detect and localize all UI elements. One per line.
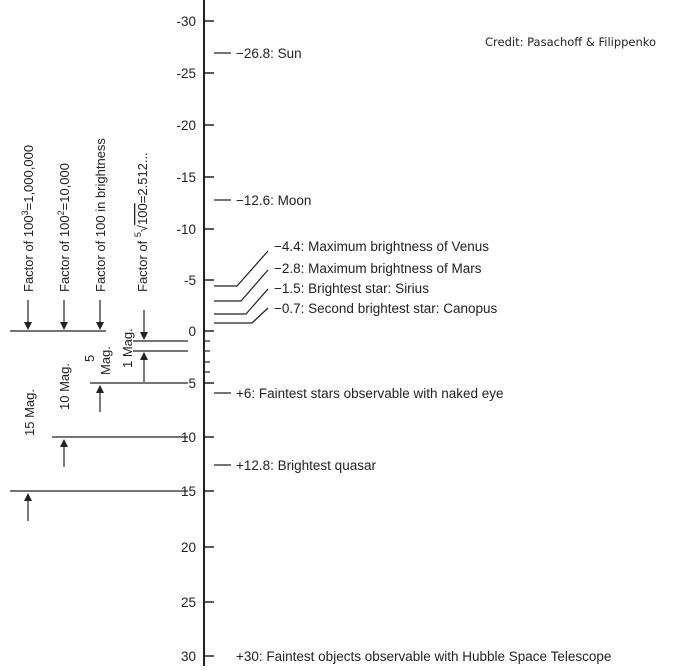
arrow-head — [96, 385, 104, 393]
tick-label: -20 — [176, 118, 196, 133]
tick-label: 30 — [180, 649, 196, 664]
tick-label: -25 — [176, 66, 196, 81]
label-naked-eye: +6: Faintest stars observable with naked eye — [236, 386, 504, 401]
label-mars: −2.8: Maximum brightness of Mars — [274, 261, 482, 276]
label-sun: −26.8: Sun — [236, 46, 302, 61]
tick-label: 25 — [180, 595, 196, 610]
span-1mag-label: 1 Mag. — [120, 328, 135, 368]
factor-labels — [20, 138, 150, 292]
arrow-head — [60, 322, 68, 330]
tick-label: 10 — [180, 430, 196, 445]
tick-label: 20 — [180, 540, 196, 555]
arrow-head — [140, 332, 148, 340]
tick-label: 5 — [188, 376, 196, 391]
tick-label: 0 — [188, 324, 196, 339]
credit-text: Credit: Pasachoff & Filippenko — [485, 35, 657, 49]
arrow-head — [140, 352, 148, 360]
tick-label: -10 — [176, 222, 196, 237]
tick-label: -30 — [176, 14, 196, 29]
factor-2512-label: Factor of $^5$√100=2.512... — [133, 152, 150, 292]
span-15mag-label: 15 Mag. — [22, 389, 37, 436]
label-quasar: +12.8: Brightest quasar — [236, 458, 376, 473]
arrow-head — [24, 322, 32, 330]
arrow-head — [60, 439, 68, 447]
leader-canopus — [214, 308, 268, 323]
factor-1000000-label: Factor of $100^3=1,000,000$ — [20, 144, 36, 292]
tick-label: -15 — [176, 170, 196, 185]
object-markers — [214, 53, 268, 465]
leader-venus — [214, 251, 268, 286]
tick-label: 15 — [180, 484, 196, 499]
label-sirius: −1.5: Brightest star: Sirius — [274, 281, 429, 296]
axis-major-ticks — [204, 21, 214, 656]
factor-10000-label: Factor of $100^2=10,000$ — [56, 163, 72, 292]
label-venus: −4.4: Maximum brightness of Venus — [274, 239, 489, 254]
arrow-head — [96, 322, 104, 330]
tick-label: -5 — [183, 273, 196, 288]
label-canopus: −0.7: Second brightest star: Canopus — [274, 301, 498, 316]
span-10mag-label: 10 Mag. — [57, 363, 72, 410]
factor-100-label: Factor of 100 in brightness — [93, 138, 108, 292]
span-5mag-number: 5 — [82, 354, 97, 362]
label-moon: −12.6: Moon — [236, 193, 312, 208]
label-hubble: +30: Faintest objects observable with Hubble Space Telescope — [236, 649, 612, 664]
object-labels — [236, 46, 611, 664]
span-labels — [22, 328, 135, 436]
span-5mag-unit: Mag. — [98, 346, 113, 375]
axis-tick-labels — [176, 14, 196, 664]
arrow-head — [24, 493, 32, 501]
